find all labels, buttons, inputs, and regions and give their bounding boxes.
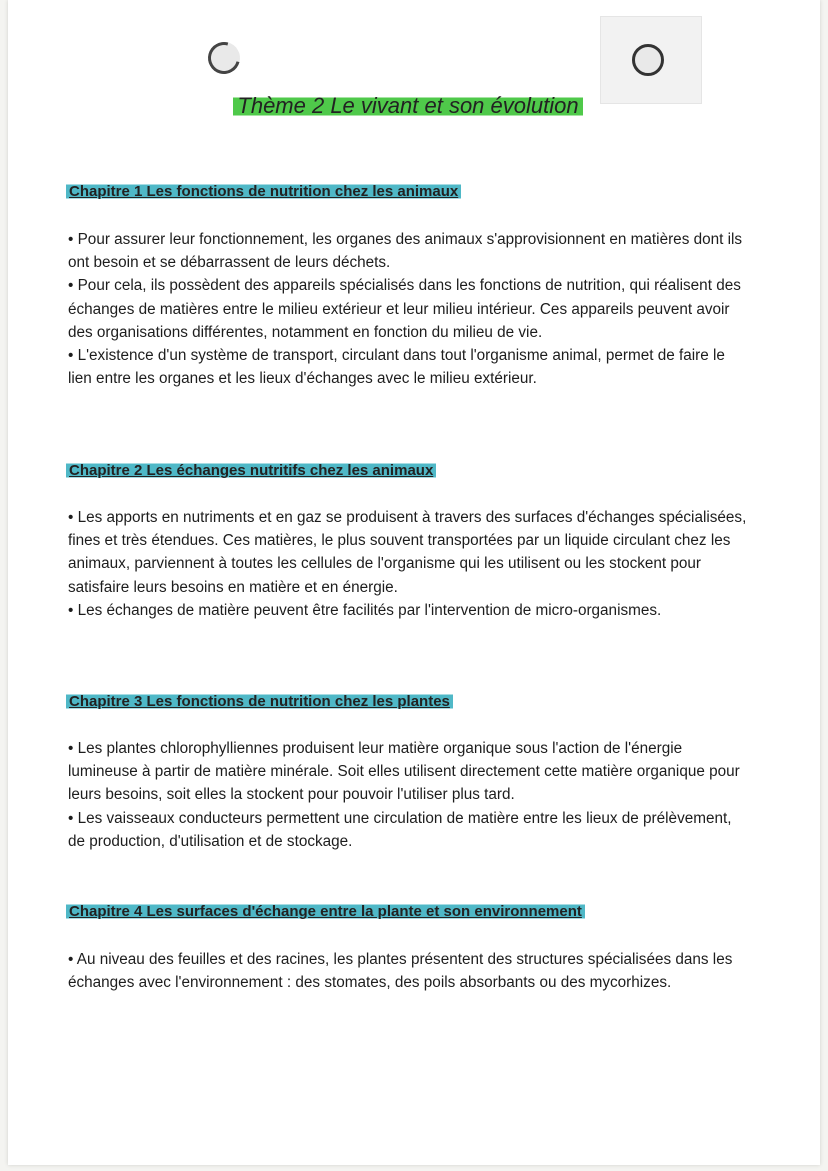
punch-hole-right	[632, 44, 664, 76]
chapter-4-heading	[66, 903, 585, 920]
chapter-1-bullet-3: • L'existence d'un système de transport, circulant dans tout l'organisme animal, permet de faire le lien entre les organes et les lieux d'échanges avec le milieu extérieur.	[68, 347, 725, 388]
page-title-text: Thème 2 Le vivant et son évolution	[233, 93, 582, 118]
chapter-2-heading-text: Chapitre 2 Les échanges nutritifs chez les animaux	[66, 462, 436, 479]
chapter-2-heading	[66, 462, 436, 479]
chapter-2-bullet-1: • Les apports en nutriments et en gaz se produisent à travers des surfaces d'échanges spécialisées, fines et très étendues. Ces matières, le plus souvent transportées par un liquide circulant chez les animaux, parviennent à toutes les cellules de l'organisme qui les utilisent ou les stockent pour satisfaire leurs besoins en matière et en énergie.	[68, 509, 747, 596]
chapter-1-bullet-2: • Pour cela, ils possèdent des appareils spécialisés dans les fonctions de nutrition, qui réalisent des échanges de matières entre le milieu extérieur et leur milieu intérieur. Ces appareils peuvent avoir des organisations différentes, notamment en fonction du milieu de vie.	[68, 277, 741, 341]
chapter-3-bullet-1: • Les plantes chlorophylliennes produisent leur matière organique sous l'action de l'énergie lumineuse à partir de matière minérale. Soit elles utilisent directement cette matière organique pour leurs besoins, soit elles la stockent pour pouvoir l'utiliser plus tard.	[68, 740, 740, 804]
chapter-3-body	[68, 737, 748, 853]
chapter-1-heading	[66, 183, 461, 200]
chapter-2-body	[68, 506, 748, 622]
chapter-1-bullet-1: • Pour assurer leur fonctionnement, les organes des animaux s'approvisionnent en matières dont ils ont besoin et se débarrassent de leurs déchets.	[68, 231, 743, 272]
chapter-3-heading-text: Chapitre 3 Les fonctions de nutrition chez les plantes	[66, 693, 453, 710]
chapter-1-body	[68, 228, 748, 390]
chapter-3-bullet-2: • Les vaisseaux conducteurs permettent une circulation de matière entre les lieux de prélèvement, de production, d'utilisation et de stockage.	[68, 809, 732, 850]
chapter-4-heading-text: Chapitre 4 Les surfaces d'échange entre la plante et son environnement	[66, 903, 585, 920]
chapter-2-bullet-2: • Les échanges de matière peuvent être facilités par l'intervention de micro-organismes.	[68, 601, 662, 619]
page-title	[198, 86, 618, 126]
chapter-3-heading	[66, 693, 453, 710]
chapter-1-heading-text: Chapitre 1 Les fonctions de nutrition chez les animaux	[66, 183, 461, 200]
punch-hole-left	[202, 36, 246, 80]
chapter-4-body	[68, 948, 748, 994]
chapter-4-bullet-1: • Au niveau des feuilles et des racines, les plantes présentent des structures spécialisées dans les échanges avec l'environnement : des stomates, des poils absorbants ou des mycorhizes.	[68, 951, 733, 992]
